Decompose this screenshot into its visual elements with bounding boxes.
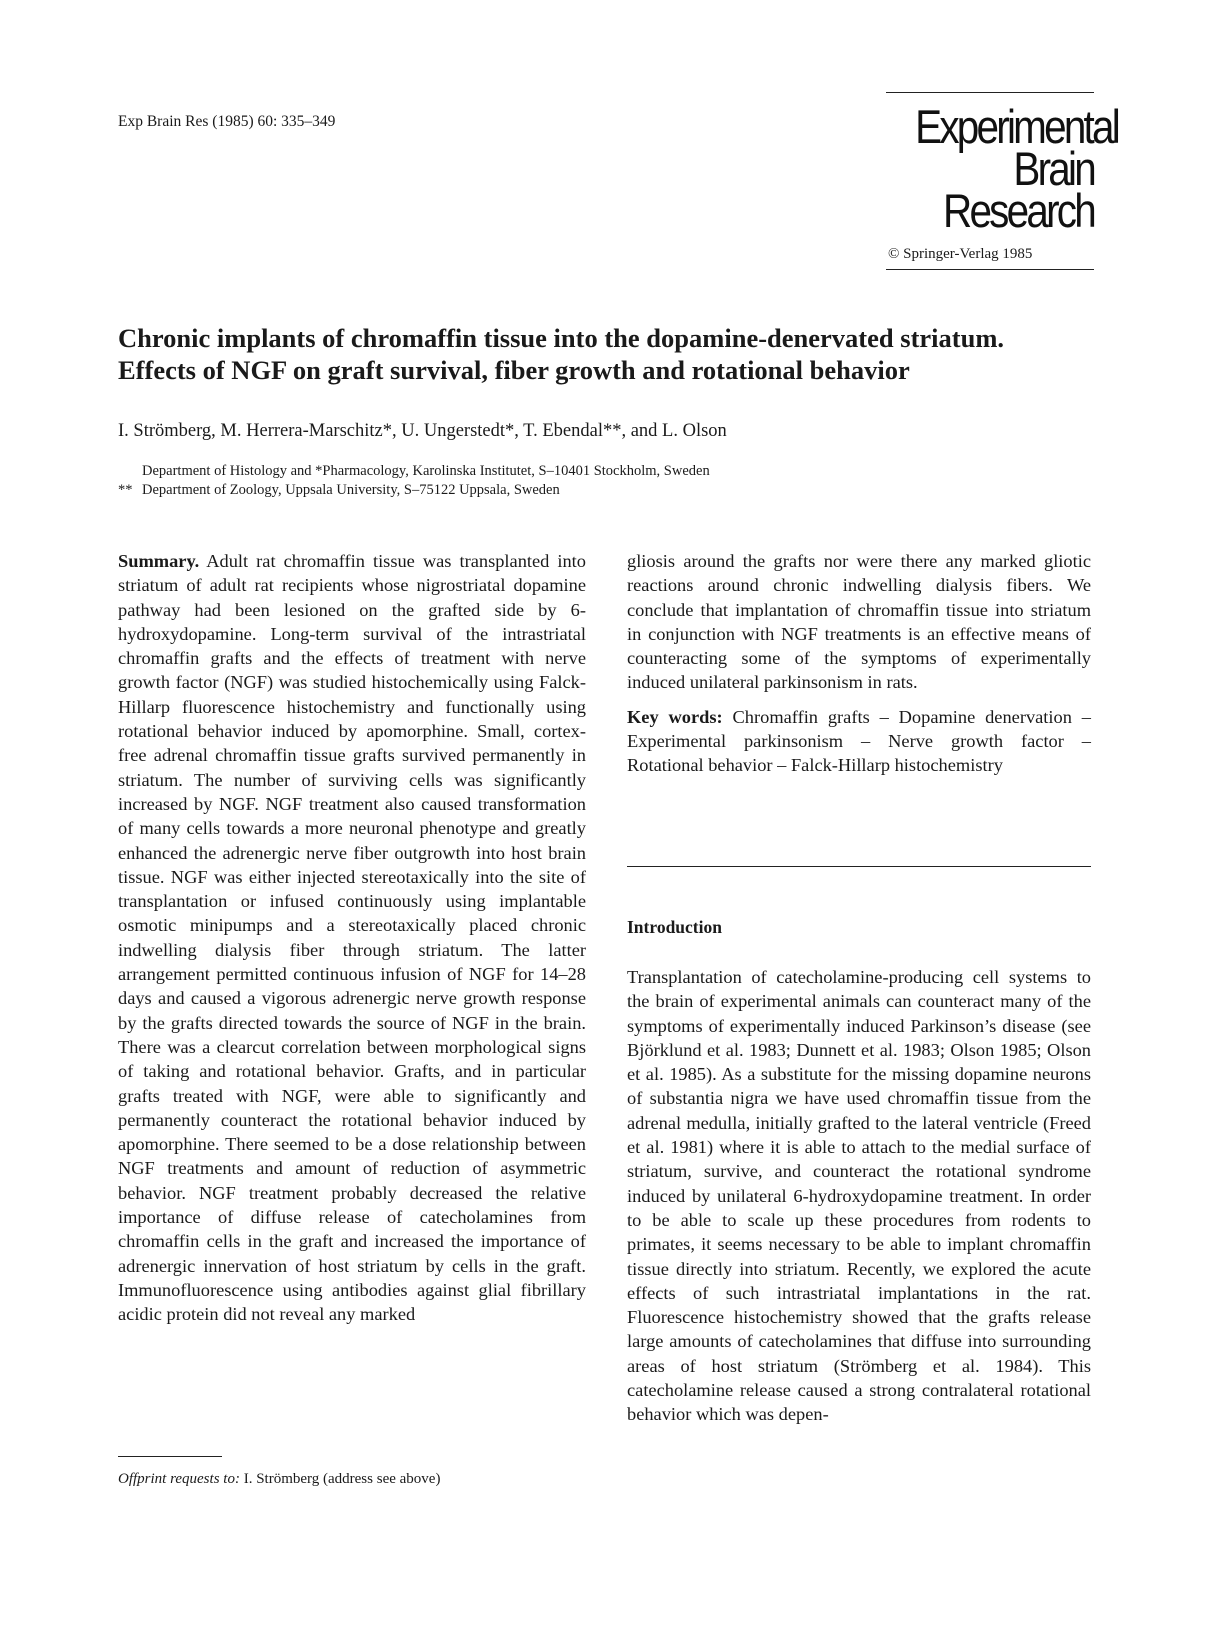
article-title xyxy=(118,322,1118,386)
footnote xyxy=(118,1471,440,1488)
journal-citation: Exp Brain Res (1985) 60: 335–349 xyxy=(118,113,336,130)
keywords-heading: Key words: xyxy=(627,706,723,727)
title-line-1: Chronic implants of chromaffin tissue into the dopamine-denervated striatum. xyxy=(118,323,1005,353)
journal-logo xyxy=(886,92,1118,270)
summary-heading: Summary. xyxy=(118,551,200,571)
logo-top-rule xyxy=(886,92,1094,93)
journal-name-line1: Experimental xyxy=(915,100,1118,153)
summary-paragraph xyxy=(118,549,586,1327)
logo-bottom-rule xyxy=(886,269,1094,270)
summary-column xyxy=(118,549,586,1327)
keywords xyxy=(627,705,1091,778)
keywords-text: Chromaffin grafts – Dopamine denervation – Experimental parkinsonism – Nerve growth factor – Rotational behavior – Falck-Hillarp histochemistry xyxy=(627,706,1091,776)
affiliation-1: Department of Histology and *Pharmacology, Karolinska Institutet, S–10401 Stockholm, Sweden xyxy=(142,463,710,479)
copyright-notice: © Springer-Verlag 1985 xyxy=(888,246,1033,262)
footnote-text: I. Strömberg (address see above) xyxy=(243,1471,441,1487)
journal-name xyxy=(915,100,1118,237)
footnote-label: Offprint requests to: xyxy=(118,1471,240,1487)
journal-name-line2: Brain Research xyxy=(943,142,1094,237)
introduction-heading: Introduction xyxy=(627,917,722,937)
introduction-text: Transplantation of catecholamine-producing cell systems to the brain of experimental animals can counteract many of the symptoms of experimentally induced Parkinson’s disease (see Björklund et al. 1983; Dunnett et al. 1983; Olson 1985; Olson et al. 1985). As a substitute for the missing dopamine neurons of substantia nigra we have used chromaffin tissue from the adrenal medulla, initially grafted to the lateral ventricle (Freed et al. 1981) where it is able to attach to the medial surface of striatum, survive, and counteract the rotational syndrome induced by unilateral 6-hydroxydopamine treatment. In order to be able to scale up these procedures from rodents to primates, it seems necessary to be able to implant chromaffin tissue directly into striatum. Recently, we explored the acute effects of such intrastriatal implantations in the rat. Fluorescence histochemistry showed that the grafts release large amounts of catecholamines that diffuse into surrounding areas of host striatum (Strömberg et al. 1984). This catecholamine release caused a strong contralateral rotational behavior which was depen- xyxy=(627,967,1091,1425)
affiliations xyxy=(118,462,710,500)
summary-text: Adult rat chromaffin tissue was transplanted into striatum of adult rat recipients whose nigrostriatal dopamine pathway had been lesioned on the grafted side by 6-hydroxydopamine. Long-term survival of the intrastriatal chromaffin grafts and the effects of treatment with nerve growth factor (NGF) was studied histochemically using Falck-Hillarp fluorescence histochemistry and functionally using rotational behavior induced by apomorphine. Small, cortex-free adrenal chromaffin tissue grafts survived permanently in striatum. The number of surviving cells was significantly increased by NGF. NGF treatment also caused transformation of many cells towards a more neuronal phenotype and greatly enhanced the adrenergic nerve fiber outgrowth into host brain tissue. NGF was either injected stereotaxically into the site of transplantation or infused continuously using implantable osmotic minipumps and a stereotaxically placed chronic indwelling dialysis fiber through striatum. The latter arrangement permitted continuous infusion of NGF for 14–28 days and caused a vigorous adrenergic nerve growth response by the grafts directed towards the source of NGF in the brain. There was a clearcut correlation between morphological signs of taking and rotational behavior. Grafts, and in particular grafts treated with NGF, were able to significantly and permanently counteract the rotational behavior induced by apomorphine. There seemed to be a dose relationship between NGF treatments and amount of reduction of asymmetric behavior. NGF treatment probably decreased the relative importance of diffuse release of catecholamines from chromaffin cells in the graft and increased the importance of adrenergic innervation of host striatum by cells in the graft. Immunofluorescence using antibodies against glial fibrillary acidic protein did not reveal any marked xyxy=(118,551,586,1325)
author-list: I. Strömberg, M. Herrera-Marschitz*, U. Ungerstedt*, T. Ebendal**, and L. Olson xyxy=(118,421,727,441)
section-divider xyxy=(627,866,1091,867)
summary-continuation: gliosis around the grafts nor were there any marked gliotic reactions around chronic indwelling dialysis fibers. We conclude that implantation of chromaffin tissue into striatum in conjunction with NGF treatments is an effective means of counteracting some of the symptoms of experimentally induced unilateral parkinsonism in rats. xyxy=(627,551,1091,693)
footnote-divider xyxy=(118,1456,222,1457)
title-line-2: Effects of NGF on graft survival, fiber growth and rotational behavior xyxy=(118,355,910,385)
summary-continuation-column xyxy=(627,549,1091,778)
affiliation-2: ** Department of Zoology, Uppsala University, S–75122 Uppsala, Sweden xyxy=(118,482,560,498)
